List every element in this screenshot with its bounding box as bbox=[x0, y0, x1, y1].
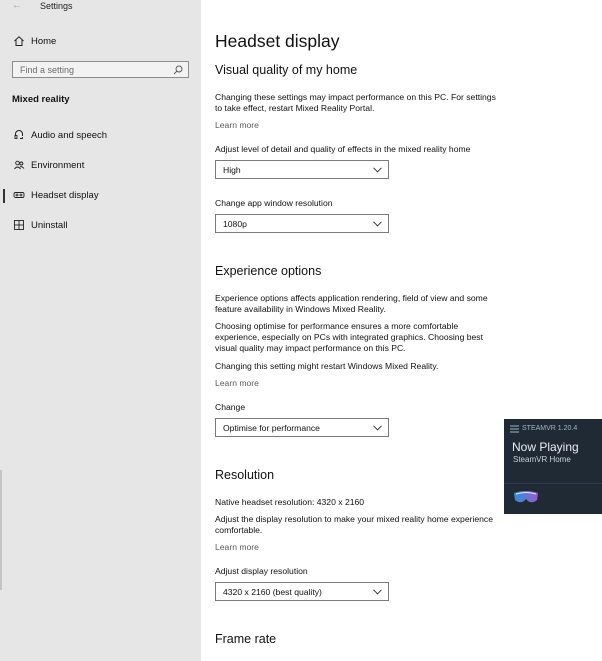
learn-more-link[interactable]: Learn more bbox=[215, 120, 259, 130]
selected-indicator bbox=[3, 189, 5, 203]
environment-people-icon bbox=[13, 159, 25, 171]
learn-more-link[interactable]: Learn more bbox=[215, 542, 259, 552]
sidebar bbox=[0, 0, 201, 661]
dropdown-value: 4320 x 2160 (best quality) bbox=[223, 587, 322, 597]
hamburger-menu-icon[interactable] bbox=[510, 425, 519, 433]
chevron-down-icon bbox=[373, 589, 382, 595]
section-heading-frame-rate: Frame rate bbox=[215, 632, 277, 646]
now-playing-label: Now Playing bbox=[512, 440, 579, 454]
experience-options-dropdown[interactable] bbox=[215, 418, 389, 437]
change-label: Change bbox=[215, 402, 246, 412]
sidebar-item-label: Home bbox=[31, 36, 57, 47]
dropdown-value: High bbox=[223, 165, 241, 175]
chevron-down-icon bbox=[373, 167, 382, 173]
headset-audio-icon bbox=[13, 129, 25, 141]
learn-more-link[interactable]: Learn more bbox=[215, 378, 259, 388]
search-input[interactable] bbox=[12, 61, 189, 78]
app-window-resolution-label: Change app window resolution bbox=[215, 198, 333, 208]
home-icon bbox=[13, 35, 25, 47]
dropdown-value: Optimise for performance bbox=[223, 423, 320, 433]
dropdown-value: 1080p bbox=[223, 219, 247, 229]
uninstall-grid-icon bbox=[13, 219, 25, 231]
detail-quality-label: Adjust level of detail and quality of effects in the mixed reality home bbox=[215, 144, 471, 154]
sidebar-item-headset-display[interactable] bbox=[0, 186, 201, 206]
detail-quality-dropdown[interactable] bbox=[215, 160, 389, 179]
experience-description-2: Choosing optimise for performance ensures a more comfortable experience, especially on PCs with integrated graphics. Choosing best visual quality may impact performance on this PC. bbox=[215, 321, 483, 353]
sidebar-item-label: Uninstall bbox=[31, 220, 68, 231]
search-placeholder: Find a setting bbox=[20, 65, 75, 75]
current-game: SteamVR Home bbox=[513, 455, 571, 464]
sidebar-item-home[interactable] bbox=[0, 32, 201, 52]
sidebar-item-label: Headset display bbox=[31, 190, 99, 201]
divider bbox=[504, 483, 602, 484]
sidebar-item-label: Audio and speech bbox=[31, 130, 108, 141]
steamvr-version: STEAMVR 1.20.4 bbox=[522, 425, 578, 432]
native-resolution-text: Native headset resolution: 4320 x 2160 bbox=[215, 497, 365, 507]
steamvr-overlay[interactable] bbox=[504, 419, 602, 514]
main-content bbox=[201, 0, 602, 661]
chevron-down-icon bbox=[373, 221, 382, 227]
app-title: Settings bbox=[40, 1, 73, 11]
sidebar-item-audio-and-speech[interactable] bbox=[0, 126, 201, 146]
display-resolution-dropdown[interactable] bbox=[215, 582, 389, 601]
experience-description-3: Changing this setting might restart Windows Mixed Reality. bbox=[215, 361, 439, 371]
sidebar-item-environment[interactable] bbox=[0, 156, 201, 176]
title-bar bbox=[0, 0, 201, 14]
section-heading-visual-quality: Visual quality of my home bbox=[215, 63, 358, 77]
page-title: Headset display bbox=[215, 31, 340, 51]
search-icon[interactable] bbox=[173, 65, 183, 75]
app-window-resolution-dropdown[interactable] bbox=[215, 214, 389, 233]
section-heading-experience-options: Experience options bbox=[215, 264, 322, 278]
back-arrow-icon[interactable]: ← bbox=[12, 0, 22, 11]
headset-display-icon bbox=[13, 189, 25, 201]
window-edge bbox=[0, 470, 2, 590]
section-heading-resolution: Resolution bbox=[215, 468, 275, 482]
display-resolution-label: Adjust display resolution bbox=[215, 566, 308, 576]
sidebar-item-label: Environment bbox=[31, 160, 85, 171]
sidebar-section-title: Mixed reality bbox=[12, 94, 70, 105]
visual-quality-description: Changing these settings may impact performance on this PC. For settings to take effect, restart Mixed Reality Portal. bbox=[215, 92, 496, 113]
resolution-description: Adjust the display resolution to make your mixed reality home experience comfortable. bbox=[215, 514, 494, 535]
vr-headset-icon bbox=[512, 489, 540, 505]
sidebar-item-uninstall[interactable] bbox=[0, 216, 201, 236]
experience-description-1: Experience options affects application rendering, field of view and some feature availability in Windows Mixed Reality. bbox=[215, 293, 488, 314]
chevron-down-icon bbox=[373, 425, 382, 431]
